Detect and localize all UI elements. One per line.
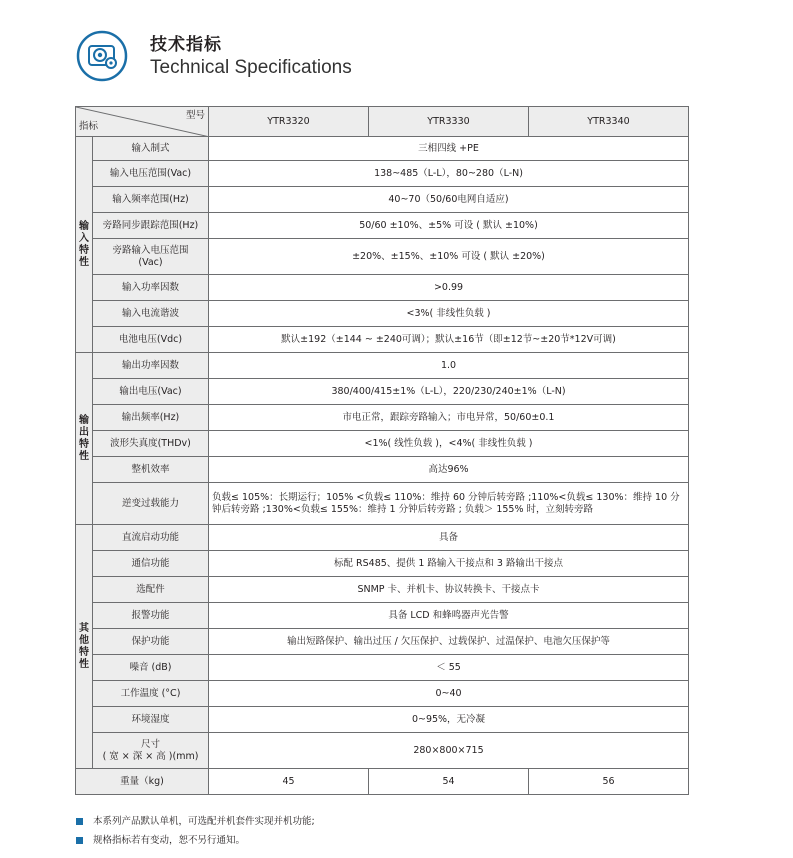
spec-value: 负载≤ 105%：长期运行；105% <负载≤ 110%：维持 60 分钟后转旁路 ;110%<负载≤ 130%：维持 10 分钟后转旁路 ;130%<负载≤ 155%：维持 1 分钟后转旁路 ; 负载＞ 155% 时，立刻转旁路 — [209, 483, 689, 525]
note-item — [76, 812, 315, 831]
page-subtitle: Technical Specifications — [150, 57, 352, 78]
spec-row — [76, 379, 689, 405]
bullet-square-icon — [76, 837, 83, 844]
spec-value: 0~95%，无冷凝 — [209, 707, 689, 733]
group-label — [76, 525, 93, 769]
spec-row — [76, 137, 689, 161]
settings-gear-icon — [76, 30, 128, 82]
spec-row — [76, 603, 689, 629]
spec-row — [76, 457, 689, 483]
spec-row — [76, 301, 689, 327]
spec-value: 280×800×715 — [209, 733, 689, 769]
spec-row — [76, 577, 689, 603]
spec-label: 环境湿度 — [93, 707, 209, 733]
spec-value: 标配 RS485、提供 1 路输入干接点和 3 路输出干接点 — [209, 551, 689, 577]
model-header: YTR3330 — [369, 107, 529, 137]
spec-label: 输出电压(Vac) — [93, 379, 209, 405]
spec-label: 尺寸 ( 宽 × 深 × 高 )(mm) — [93, 733, 209, 769]
corner-model-label: 型号 — [185, 110, 205, 121]
spec-value: 具备 LCD 和蜂鸣器声光告警 — [209, 603, 689, 629]
spec-label: 输入电流谐波 — [93, 301, 209, 327]
spec-label: 旁路输入电压范围 (Vac) — [93, 239, 209, 275]
model-header: YTR3320 — [209, 107, 369, 137]
model-header: YTR3340 — [529, 107, 689, 137]
spec-row — [76, 405, 689, 431]
page-title: 技术指标 — [150, 35, 222, 55]
spec-value: 默认±192（±144 ~ ±240可调）；默认±16节（即±12节~±20节*12V可调) — [209, 327, 689, 353]
weight-value: 56 — [529, 769, 689, 795]
weight-label: 重量（kg) — [76, 769, 209, 795]
spec-value: <1%( 线性负载 )，<4%( 非线性负载 ) — [209, 431, 689, 457]
spec-value: 具备 — [209, 525, 689, 551]
spec-row — [76, 525, 689, 551]
spec-label: 报警功能 — [93, 603, 209, 629]
bullet-square-icon — [76, 818, 83, 825]
spec-label: 输出频率(Hz) — [93, 405, 209, 431]
note-text: 规格指标若有变动，恕不另行通知。 — [93, 835, 246, 846]
table-header-row — [76, 107, 689, 137]
group-label-text: 输入特性 — [79, 220, 89, 268]
spec-value: >0.99 — [209, 275, 689, 301]
note-item — [76, 831, 315, 850]
spec-row — [76, 161, 689, 187]
spec-row — [76, 353, 689, 379]
spec-value: 1.0 — [209, 353, 689, 379]
spec-value: 380/400/415±1%（L-L），220/230/240±1%（L-N) — [209, 379, 689, 405]
group-label — [76, 353, 93, 525]
spec-value: 高达96% — [209, 457, 689, 483]
spec-value: 市电正常，跟踪旁路输入；市电异常，50/60±0.1 — [209, 405, 689, 431]
spec-label: 波形失真度(THDv) — [93, 431, 209, 457]
spec-value: 50/60 ±10%、±5% 可设 ( 默认 ±10%) — [209, 213, 689, 239]
spec-row — [76, 551, 689, 577]
spec-label: 输入频率范围(Hz) — [93, 187, 209, 213]
spec-label: 保护功能 — [93, 629, 209, 655]
spec-value: ＜ 55 — [209, 655, 689, 681]
spec-row — [76, 239, 689, 275]
spec-label: 电池电压(Vdc) — [93, 327, 209, 353]
spec-row — [76, 187, 689, 213]
spec-value: 输出短路保护、输出过压 / 欠压保护、过载保护、过温保护、电池欠压保护等 — [209, 629, 689, 655]
spec-value: 40~70（50/60电网自适应) — [209, 187, 689, 213]
spec-value: 0~40 — [209, 681, 689, 707]
spec-value: 三相四线 +PE — [209, 137, 689, 161]
spec-row — [76, 629, 689, 655]
spec-table — [75, 106, 689, 795]
weight-row — [76, 769, 689, 795]
spec-label: 整机效率 — [93, 457, 209, 483]
corner-spec-label: 指标 — [79, 121, 99, 132]
spec-row — [76, 733, 689, 769]
spec-row — [76, 681, 689, 707]
weight-value: 54 — [369, 769, 529, 795]
spec-label: 直流启动功能 — [93, 525, 209, 551]
spec-label: 旁路同步跟踪范围(Hz) — [93, 213, 209, 239]
spec-row — [76, 655, 689, 681]
corner-cell — [76, 107, 209, 137]
note-text: 本系列产品默认单机，可选配并机套件实现并机功能; — [93, 816, 315, 827]
spec-label: 工作温度 (°C) — [93, 681, 209, 707]
group-label-text: 输出特性 — [79, 414, 89, 462]
spec-label: 通信功能 — [93, 551, 209, 577]
weight-value: 45 — [209, 769, 369, 795]
spec-label: 选配件 — [93, 577, 209, 603]
spec-value: SNMP 卡、并机卡、协议转换卡、干接点卡 — [209, 577, 689, 603]
spec-label: 输出功率因数 — [93, 353, 209, 379]
spec-label: 输入制式 — [93, 137, 209, 161]
spec-label: 输入功率因数 — [93, 275, 209, 301]
spec-label: 逆变过载能力 — [93, 483, 209, 525]
notes — [76, 812, 315, 850]
spec-row — [76, 707, 689, 733]
group-label — [76, 137, 93, 353]
spec-row — [76, 483, 689, 525]
spec-row — [76, 213, 689, 239]
group-label-text: 其他特性 — [79, 622, 89, 670]
spec-label: 输入电压范围(Vac) — [93, 161, 209, 187]
spec-value: <3%( 非线性负载 ) — [209, 301, 689, 327]
spec-row — [76, 275, 689, 301]
spec-row — [76, 431, 689, 457]
spec-label: 噪音 (dB) — [93, 655, 209, 681]
spec-value: 138~485（L-L），80~280（L-N) — [209, 161, 689, 187]
spec-value: ±20%、±15%、±10% 可设 ( 默认 ±20%) — [209, 239, 689, 275]
spec-row — [76, 327, 689, 353]
